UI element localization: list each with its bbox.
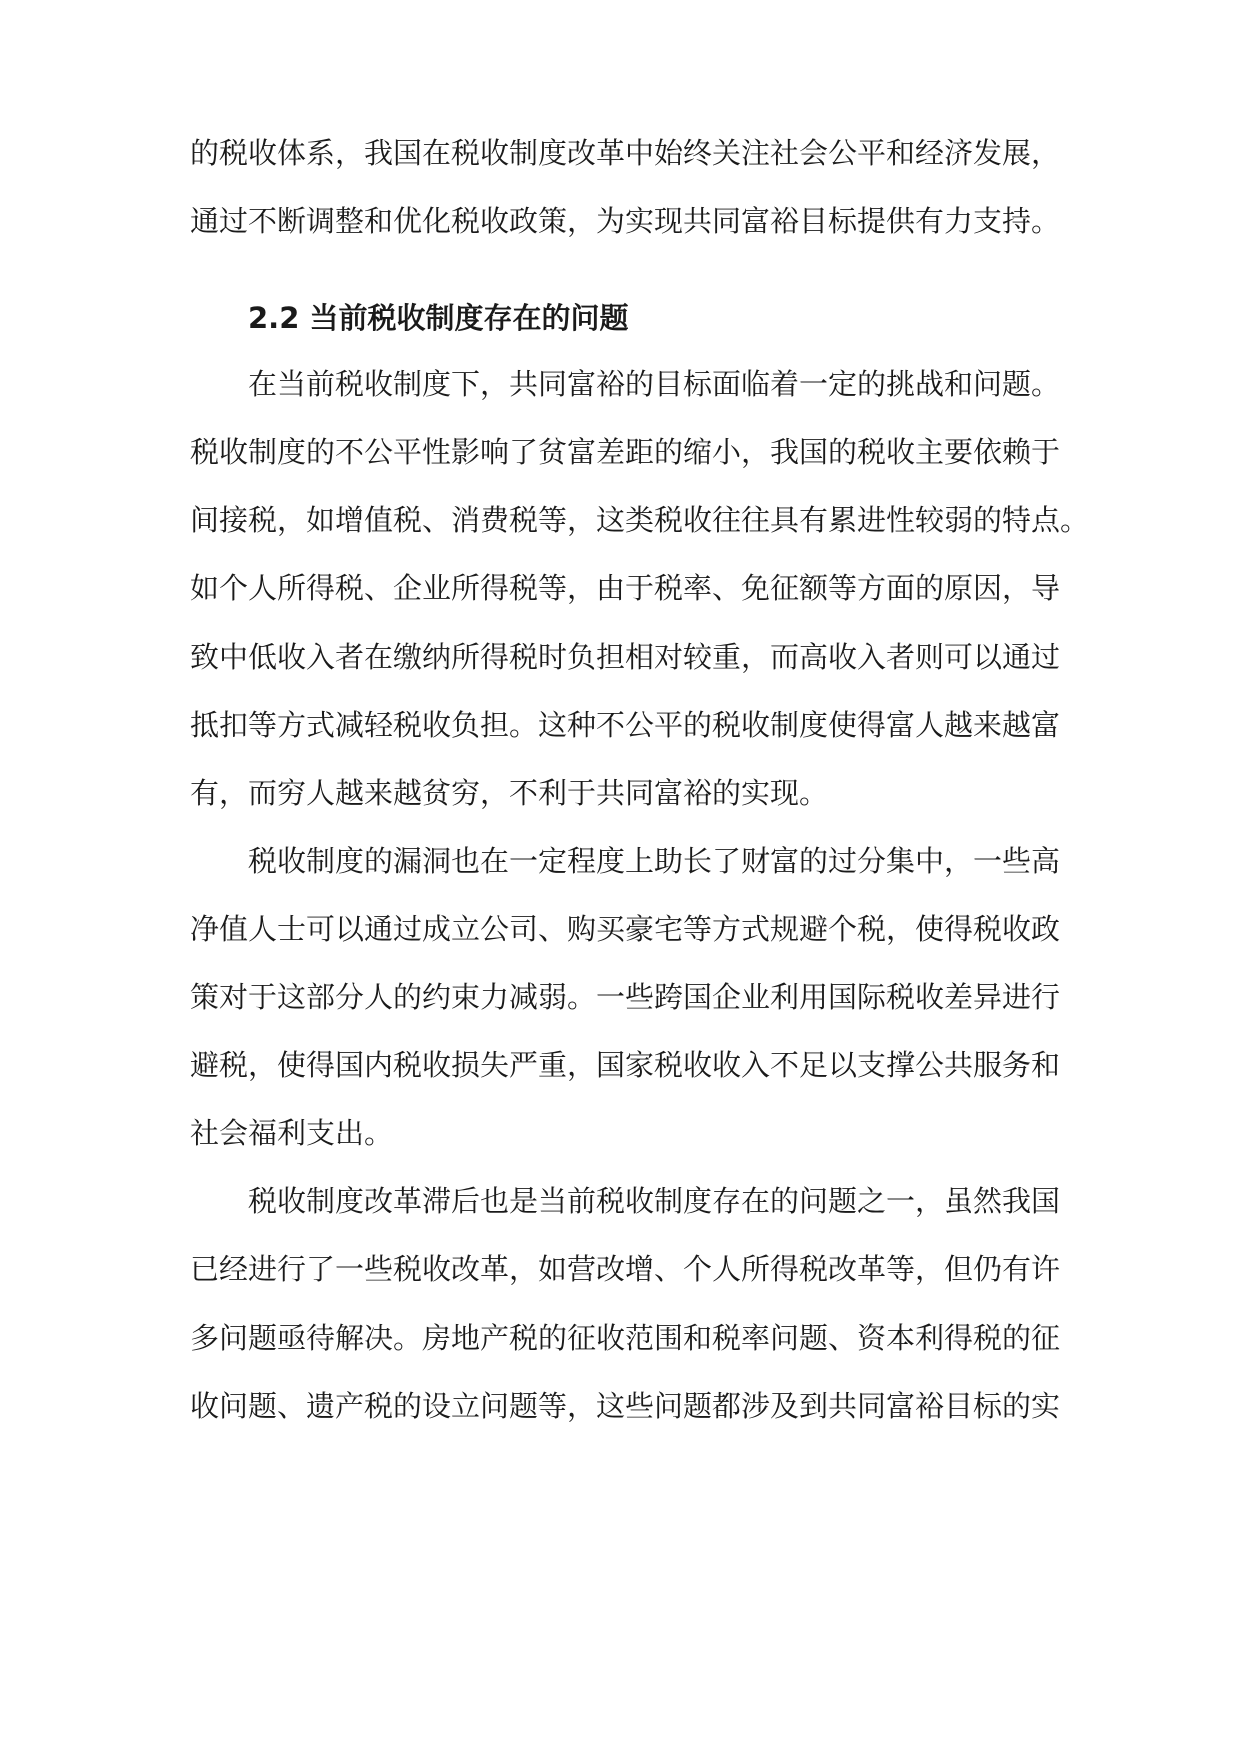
- p2-line-3: 策对于这部分人的约束力减弱。一些跨国企业利用国际税收差异进行: [190, 980, 1061, 1014]
- p1-line-4: 如个人所得税、企业所得税等，由于税率、免征额等方面的原因，导: [190, 571, 1061, 605]
- p2-line-2: 净值人士可以通过成立公司、购买豪宅等方式规避个税，使得税收政: [190, 912, 1061, 946]
- p2-line-4: 避税，使得国内税收损失严重，国家税收收入不足以支撑公共服务和: [190, 1048, 1061, 1082]
- p2-line-1: 税收制度的漏洞也在一定程度上助长了财富的过分集中，一些高: [248, 844, 1061, 878]
- intro-line-1: 的税收体系，我国在税收制度改革中始终关注社会公平和经济发展，: [190, 136, 1061, 170]
- section-heading: 2.2 当前税收制度存在的问题: [248, 301, 629, 335]
- p1-line-7: 有，而穷人越来越贫穷，不利于共同富裕的实现。: [190, 776, 829, 810]
- p1-line-6: 抵扣等方式减轻税收负担。这种不公平的税收制度使得富人越来越富: [190, 708, 1061, 742]
- p3-line-2: 已经进行了一些税收改革，如营改增、个人所得税改革等，但仍有许: [190, 1252, 1061, 1286]
- p1-line-5: 致中低收入者在缴纳所得税时负担相对较重，而高收入者则可以通过: [190, 640, 1061, 674]
- p2-line-5: 社会福利支出。: [190, 1116, 394, 1150]
- intro-line-2: 通过不断调整和优化税收政策，为实现共同富裕目标提供有力支持。: [190, 204, 1061, 238]
- p3-line-4: 收问题、遗产税的设立问题等，这些问题都涉及到共同富裕目标的实: [190, 1389, 1061, 1423]
- p1-line-1: 在当前税收制度下，共同富裕的目标面临着一定的挑战和问题。: [248, 367, 1061, 401]
- p3-line-1: 税收制度改革滞后也是当前税收制度存在的问题之一，虽然我国: [248, 1184, 1061, 1218]
- p1-line-2: 税收制度的不公平性影响了贫富差距的缩小，我国的税收主要依赖于: [190, 435, 1061, 469]
- p1-line-3: 间接税，如增值税、消费税等，这类税收往往具有累进性较弱的特点。: [190, 503, 1090, 537]
- p3-line-3: 多问题亟待解决。房地产税的征收范围和税率问题、资本利得税的征: [190, 1321, 1061, 1355]
